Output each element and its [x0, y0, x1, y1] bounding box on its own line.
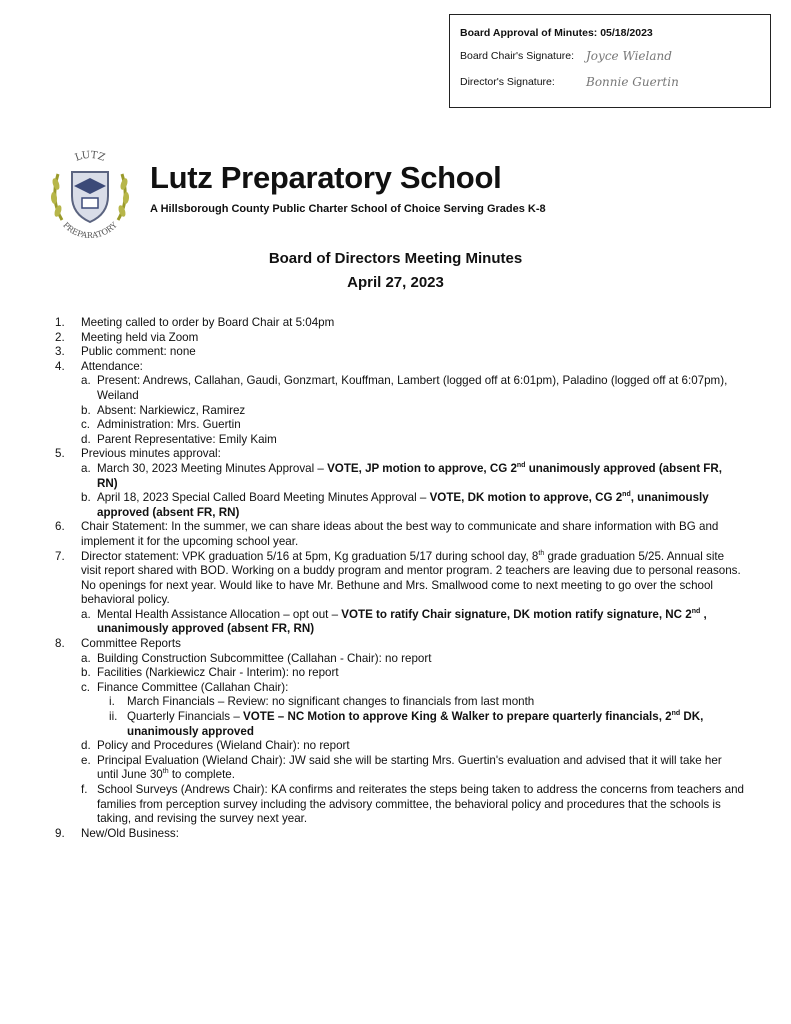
- approval-row: [460, 23, 760, 43]
- list-item: 2. Meeting held via Zoom: [55, 330, 199, 344]
- list-item: 5. Previous minutes approval:: [55, 447, 221, 461]
- list-item: c. Finance Committee (Callahan Chair):: [81, 680, 289, 694]
- list-item: f. School Surveys (Andrews Chair): KA confirms and reiterates the steps being taken to address the concerns from teachers and families from perception survey including the advisory committee, the behavioral policy and procedures that the schools is taking, and revising the survey next year.: [81, 783, 744, 826]
- approval-label: Board Approval of Minutes: 05/18/2023: [460, 27, 653, 39]
- list-item: ii. Quarterly Financials – VOTE – NC Motion to approve King & Walker to prepare quarterly financials, 2nd DK, unanimously approved: [109, 710, 704, 738]
- chair-signature: Joyce Wieland: [586, 49, 672, 63]
- director-signature-row: [460, 69, 760, 95]
- list-item: 6. Chair Statement: In the summer, we can share ideas about the best way to communicate and share information with BG and implement it for the upcoming school year.: [55, 520, 719, 548]
- list-item: c. Administration: Mrs. Guertin: [81, 418, 241, 432]
- list-item: e. Principal Evaluation (Wieland Chair): JW said she will be starting Mrs. Guertin's evaluation and advised that it will take her until June 30th to complete.: [81, 753, 722, 782]
- document-date: April 27, 2023: [347, 274, 444, 291]
- list-item: d. Policy and Procedures (Wieland Chair): no report: [81, 739, 350, 753]
- list-item: b. Facilities (Narkiewicz Chair - Interim): no report: [81, 666, 339, 680]
- school-subtitle: A Hillsborough County Public Charter School of Choice Serving Grades K-8: [150, 203, 546, 215]
- list-item: a. Building Construction Subcommittee (Callahan - Chair): no report: [81, 651, 432, 665]
- list-item: 1. Meeting called to order by Board Chair at 5:04pm: [55, 316, 335, 329]
- list-item: 9. New/Old Business:: [55, 826, 179, 840]
- list-item: 7. Director statement: VPK graduation 5/16 at 5pm, Kg graduation 5/17 during school day, 8th grade graduation 5/25. Annual site visit report shared with BOD. Working on a buddy program and mentor program. 2 teachers are leaving due to personal reasons. No openings for next year. Would like to have Mr. Bethune and Mrs. Smallwood come to next meeting to go over the school behavioral policy.: [55, 549, 741, 607]
- list-item: i. March Financials – Review: no significant changes to financials from last month: [109, 695, 535, 709]
- school-name: Lutz Preparatory School: [150, 160, 502, 195]
- list-item: 4. Attendance:: [55, 359, 143, 373]
- document-title: Board of Directors Meeting Minutes: [268, 250, 523, 267]
- director-signature-label: Director's Signature:: [460, 76, 555, 88]
- list-item: 8. Committee Reports: [55, 637, 181, 651]
- logo-bottom-text: PREPARATORY: [61, 220, 119, 240]
- approval-box: [449, 14, 771, 108]
- minutes-list: [55, 316, 745, 841]
- list-item: a. March 30, 2023 Meeting Minutes Approval – VOTE, JP motion to approve, CG 2nd unanimously approved (absent FR, RN): [81, 461, 722, 490]
- list-item: b. April 18, 2023 Special Called Board Meeting Minutes Approval – VOTE, DK motion to approve, CG 2nd, unanimously approved (absent FR, RN): [81, 491, 709, 519]
- school-logo: [44, 150, 136, 240]
- chair-signature-row: [460, 43, 760, 69]
- chair-signature-label: Board Chair's Signature:: [460, 50, 575, 62]
- logo-top-text: LUTZ: [73, 150, 107, 164]
- director-signature: Bonnie Guertin: [586, 75, 679, 89]
- list-item: d. Parent Representative: Emily Kaim: [81, 432, 277, 446]
- list-item: a. Mental Health Assistance Allocation – opt out – VOTE to ratify Chair signature, DK motion ratify signature, NC 2nd , unanimously approved (absent FR, RN): [81, 607, 707, 636]
- list-item: a. Present: Andrews, Callahan, Gaudi, Gonzmart, Kouffman, Lambert (logged off at 6:01pm), Paladino (logged off at 6:07pm), Weiland: [81, 374, 728, 402]
- list-item: b. Absent: Narkiewicz, Ramirez: [81, 403, 246, 417]
- list-item: 3. Public comment: none: [55, 345, 196, 359]
